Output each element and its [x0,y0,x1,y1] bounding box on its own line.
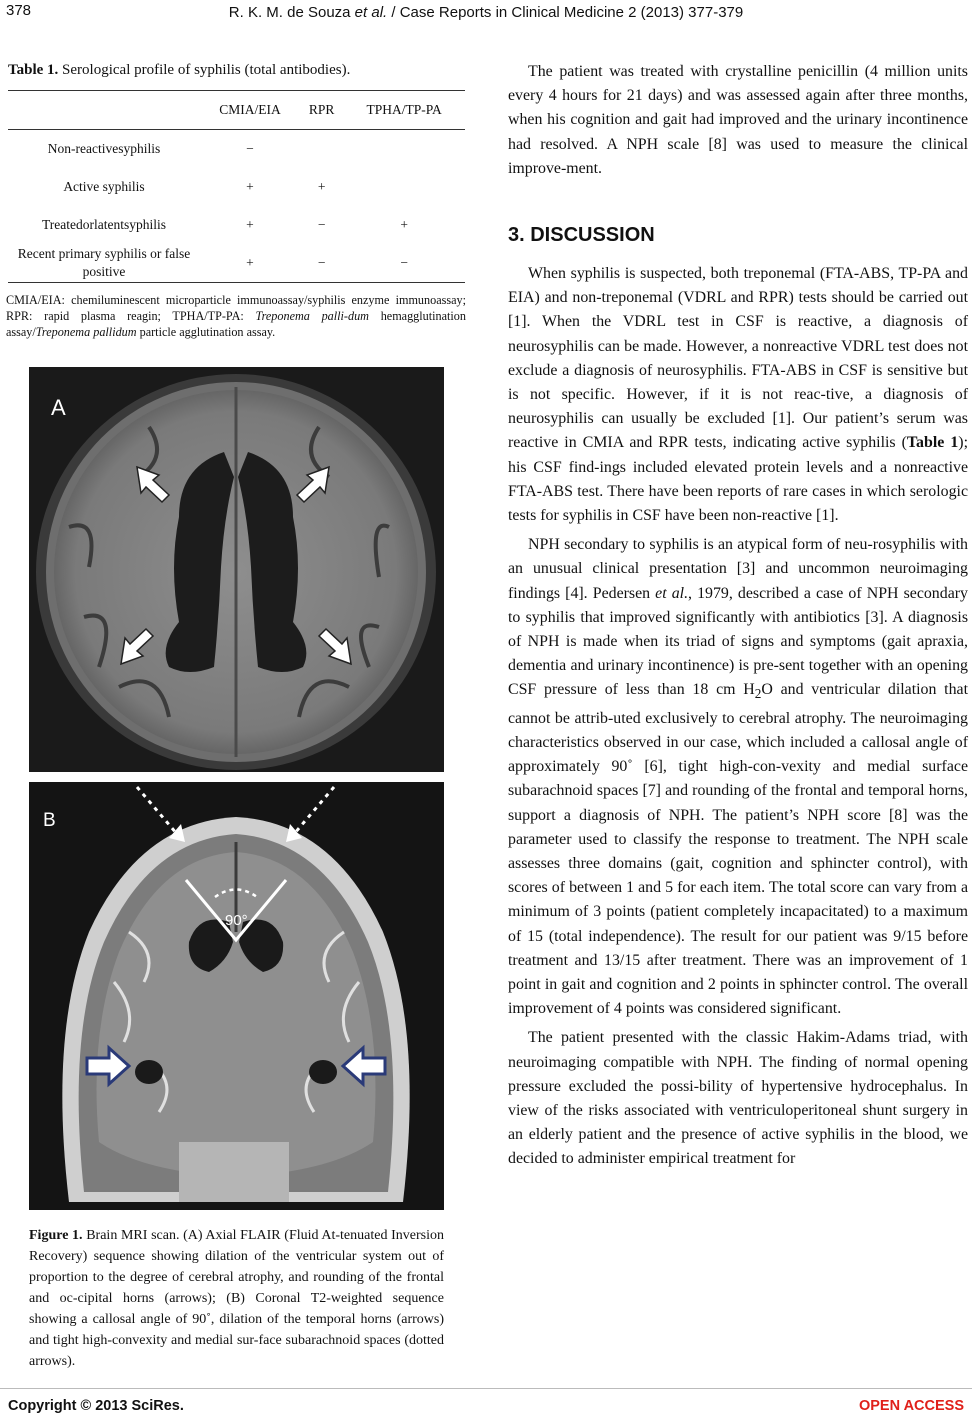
cell-rpr: − [317,255,326,270]
body-paragraph: The patient was treated with crystalline penicillin (4 million units every 4 hours for 21 days) and was assessed again after three months, when his cognition and gait had improved and the urinary incontinence had resolved. A NPH scale [8] was used to measure the clinical improve-ment. [508,63,968,177]
table-header-cell: CMIA/EIA [219,102,281,117]
section-heading: 3. DISCUSSION [508,224,655,246]
body-paragraph [508,533,968,1021]
cell-tpha: + [400,217,408,232]
table-row [8,130,465,169]
table-caption-text: Serological profile of syphilis (total antibodies). [58,62,351,78]
running-header-authors: R. K. M. de Souza [228,4,355,21]
table-header-cell: TPHA/TP-PA [366,102,442,117]
table-caption [8,62,350,79]
mri-axial-drawing [29,367,444,772]
body-italic: et al. [655,584,689,602]
discussion-body [508,262,968,1177]
table-header-row [8,91,465,130]
table-header-cell [8,91,200,130]
running-header [0,4,972,21]
figure-caption [29,1225,444,1372]
body-paragraph: The patient presented with the classic Hakim-Adams triad, with neuroimaging compatible with NPH. The finding of normal opening pressure excluded the possi-bility of hypertensive hydrocephalus. In view of the risks associated with ventriculoperitoneal shunt surgery in an elderly patient and the presence of active syphilis in the blood, we decided to administer empirical treatment for [508,1029,968,1168]
row-label: Non-reactivesyphilis [47,141,161,156]
cell-tpha: − [400,255,408,270]
figure-caption-text: Brain MRI scan. (A) Axial FLAIR (Fluid At-tenuated Inversion Recovery) sequence showing dilation of the ventricular system out of proportion to the degree of cerebral atrophy, and rounding of the frontal and oc-cipital horns (arrows); (B) Coronal T2-weighted sequence showing a callosal angle of 90˚, dilation of the temporal horns (arrows) and tight high-convexity and medial sur-face subarachnoid spaces (dotted arrows). [29,1228,444,1369]
mri-axial-image [29,367,444,772]
figure-caption-label: Figure 1. [29,1228,83,1243]
cell-rpr: + [317,179,326,194]
body-subscript: 2 [754,686,762,702]
running-header-journal: / Case Reports in Clinical Medicine 2 (2013) 377-379 [387,4,744,21]
footer-copyright: Copyright © 2013 SciRes. [8,1398,184,1414]
panel-label-b: B [43,810,56,831]
callosal-angle-label: 90° [225,912,248,929]
footer-open-access: OPEN ACCESS [858,1398,964,1414]
table-header-cell: RPR [308,102,335,117]
body-text: ); his CSF find-ings included elevated protein levels and a nonreactive FTA-ABS test. There have been reports of rare cases in which serologic tests for syphilis in CSF have been non-reactive [1]. [508,434,969,525]
table-footnote-text: CMIA/EIA: chemiluminescent microparticle immunoassay/syphilis enzyme immunoassay; RPR: rapid plasma reagin; TPHA/TP-PA: [6,293,466,323]
table-footnote-italic: Treponema palli-dum [255,309,369,323]
body-text: When syphilis is suspected, both treponemal (FTA-ABS, TP-PA and EIA) and non-treponemal (VDRL and RPR) tests should be carried out [1]. When the VDRL test in CSF is reactive, a diagnosis of neurosyphilis can be made. However, a nonreactive VDRL test does not exclude a diagnosis of neurosyphilis. FTA-ABS in CSF is sensitive but is not specific. However, if it is not reac-tive, a diagnosis of neurosyphilis can usually be excluded [1]. Our patient’s serum was reactive in CMIA and RPR tests, indicating active syphilis ( [508,265,968,452]
table-footnote-text: hemagglutination assay/ [6,309,466,339]
body-paragraph [508,262,968,528]
body-text: O and ventricular dilation that cannot be attrib-uted exclusively to cerebral atrophy. The neuroimaging characteristics observed in our case, which included a callosal angle of approximately 90˚ [6], tight high-con-vexity and medial surface subarachnoid spaces [7] and rounding of the frontal and temporal horns, support a diagnosis of NPH. The patient’s NPH score [8] was the parameter used to classify the response to treatment. The NPH scale assesses three domains (gait, cognition and sphincter control), with scores of between 1 and 5 for each item. The total score can vary from a minimum of 3 points (patient completely incapacitated) to a maximum of 15 (total independence). The result for our patient was 9/15 before treatment and 13/15 after treatment. There was an improvement of 1 point in gait and cognition and 2 points in sphincter control. The overall improvement of 4 points was considered significant. [508,681,969,1018]
table-row [8,168,465,206]
body-text: , 1979, described a case of NPH secondary to syphilis that improved significantly with antibiotics [3]. A diagnosis of NPH is made when its triad of signs and symptoms (gait apraxia, dementia and urinary incontinence) is pre-sent together with an opening CSF pressure of less than 18 cm H [508,584,968,699]
body-text: NPH secondary to syphilis is an atypical form of neu-rosyphilis with an unusual clinical presentation [3] and uncommon neuroimaging findings [4]. Pedersen [508,536,968,602]
table-row [8,206,465,244]
cell-tpha [343,168,465,206]
table-footnote-text: particle agglutination assay. [136,325,276,339]
cell-cmia: + [246,255,254,270]
table-row [8,244,465,283]
table-caption-label: Table 1. [8,62,59,78]
cell-tpha [343,130,465,169]
table-footnote-italic: Treponema pallidum [35,325,137,339]
cell-rpr [300,130,343,169]
cell-rpr: − [317,217,326,232]
row-label: Recent primary syphilis or false positive [17,246,191,279]
row-label: Active syphilis [63,179,145,194]
row-label: Treatedorlatentsyphilis [42,217,166,232]
cell-cmia: + [246,179,254,194]
mri-coronal-drawing [29,782,444,1210]
cell-cmia: − [246,141,254,156]
table-reference: Table 1 [906,434,959,452]
paragraph-treatment [508,60,968,186]
mri-coronal-image [29,782,444,1210]
panel-label-a: A [51,395,66,420]
footer-divider [0,1388,972,1389]
cell-cmia: + [246,217,254,232]
table-footnote [6,292,466,340]
serology-table [8,90,465,283]
page-number: 378 [6,2,32,19]
running-header-etal: et al. [354,4,388,21]
